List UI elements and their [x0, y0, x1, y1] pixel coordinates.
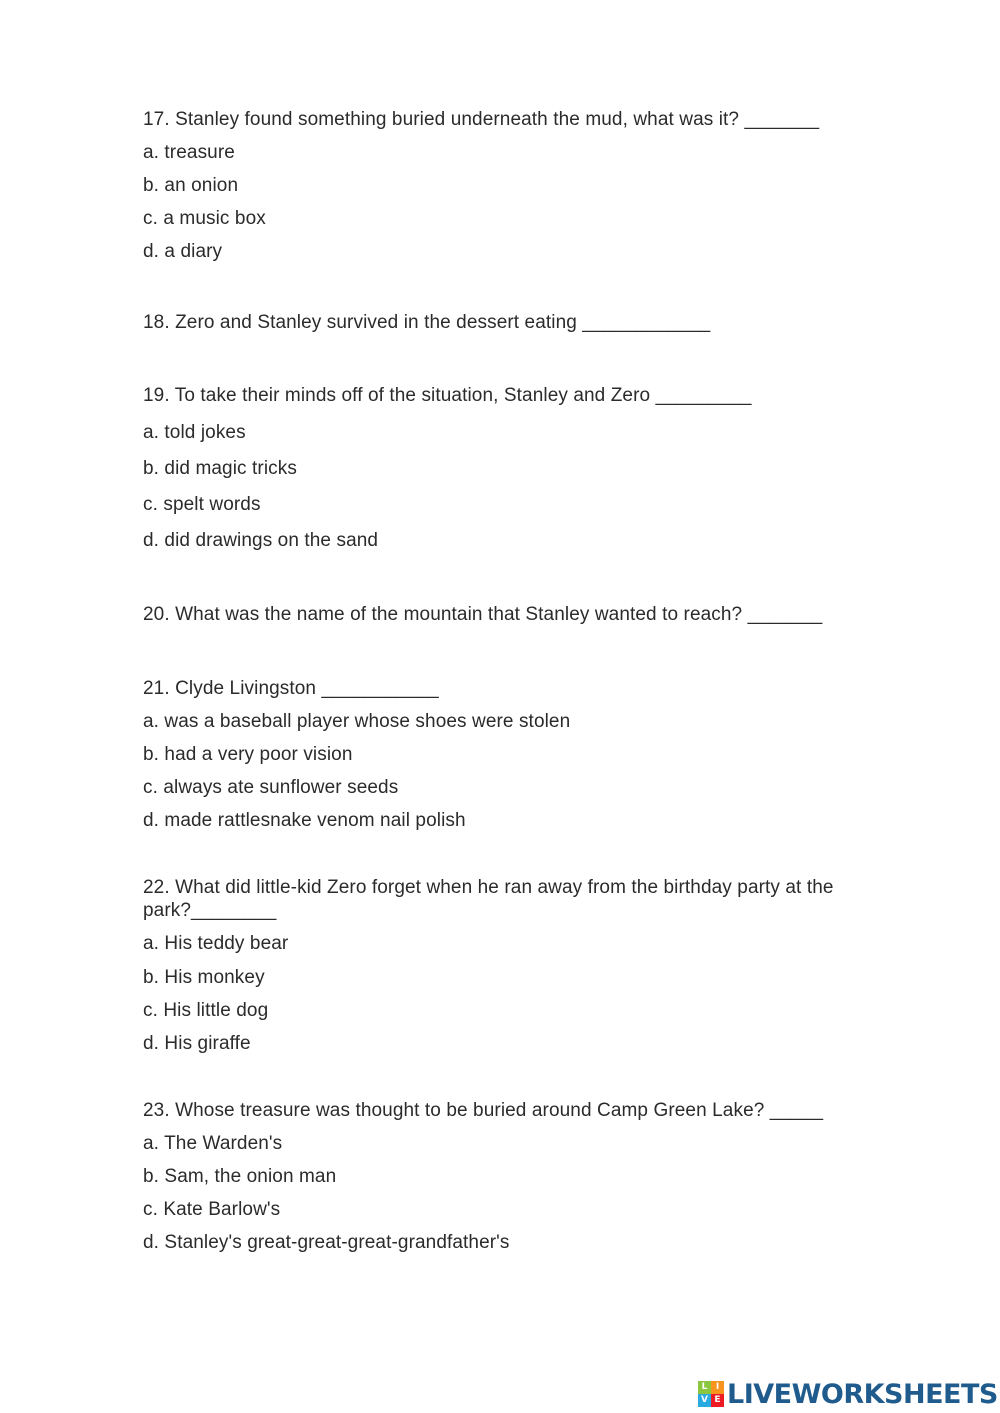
logo-mark-letter: I	[711, 1381, 724, 1394]
question-19: 19. To take their minds off of the situation, Stanley and Zero _________	[143, 385, 752, 406]
q21-option-a: a. was a baseball player whose shoes were stolen	[143, 711, 571, 732]
q22-option-d: d. His giraffe	[143, 1033, 251, 1054]
logo-mark-letter: L	[698, 1381, 711, 1394]
q17-option-d: d. a diary	[143, 241, 223, 262]
logo-mark-letter: E	[711, 1394, 724, 1407]
q22-option-b: b. His monkey	[143, 967, 265, 988]
q21-option-b: b. had a very poor vision	[143, 744, 353, 765]
q23-option-b: b. Sam, the onion man	[143, 1166, 337, 1187]
logo-text: LIVEWORKSHEETS	[727, 1378, 998, 1410]
q21-option-d: d. made rattlesnake venom nail polish	[143, 810, 466, 831]
q19-option-b: b. did magic tricks	[143, 458, 297, 479]
q22-option-c: c. His little dog	[143, 1000, 269, 1021]
q17-option-a: a. treasure	[143, 142, 235, 163]
q19-option-d: d. did drawings on the sand	[143, 530, 379, 551]
q19-option-c: c. spelt words	[143, 494, 261, 515]
question-18: 18. Zero and Stanley survived in the dessert eating ____________	[143, 312, 711, 333]
question-22: 22. What did little-kid Zero forget when he ran away from the birthday party at the park?________	[143, 877, 834, 921]
question-20: 20. What was the name of the mountain that Stanley wanted to reach? _______	[143, 604, 823, 625]
q21-option-c: c. always ate sunflower seeds	[143, 777, 399, 798]
liveworksheets-logo-icon	[698, 1381, 724, 1407]
q17-option-c: c. a music box	[143, 208, 266, 229]
q23-option-c: c. Kate Barlow's	[143, 1199, 281, 1220]
question-17: 17. Stanley found something buried underneath the mud, what was it? _______	[143, 109, 820, 130]
logo-mark-letter: V	[698, 1394, 711, 1407]
question-21: 21. Clyde Livingston ___________	[143, 678, 439, 699]
q22-option-a: a. His teddy bear	[143, 933, 289, 954]
q23-option-d: d. Stanley's great-great-great-grandfather's	[143, 1232, 510, 1253]
q19-option-a: a. told jokes	[143, 422, 246, 443]
q17-option-b: b. an onion	[143, 175, 239, 196]
q23-option-a: a. The Warden's	[143, 1133, 283, 1154]
liveworksheets-logo	[698, 1378, 998, 1410]
question-23: 23. Whose treasure was thought to be buried around Camp Green Lake? _____	[143, 1100, 824, 1121]
